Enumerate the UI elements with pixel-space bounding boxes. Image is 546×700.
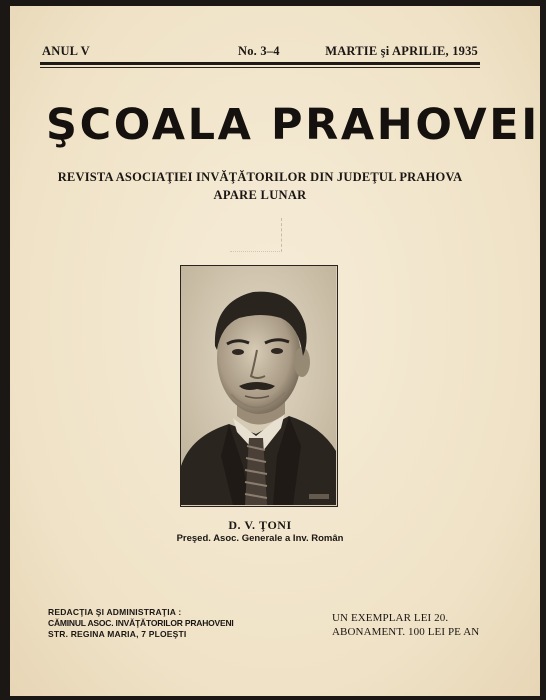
header-rule-thin [40, 67, 480, 68]
header-rule-thick [40, 62, 480, 65]
volume-label: ANUL V [42, 44, 90, 58]
masthead-header [42, 44, 478, 60]
faded-stamp-mark [230, 218, 282, 252]
pricing-single-copy: UN EXEMPLAR LEI 20. [332, 612, 449, 624]
magazine-title: ŞCOALA PRAHOVEI [46, 100, 540, 150]
portrait-photo-icon [181, 266, 336, 505]
portrait-photo [180, 265, 338, 507]
editorial-address-line-2: CĂMINUL ASOC. INVĂŢĂTORILOR PRAHOVENI [48, 618, 234, 628]
editorial-address-line-3: STR. REGINA MARIA, 7 PLOEŞTI [48, 629, 187, 639]
editorial-address-line-1: REDACŢIA ŞI ADMINISTRAŢIA : [48, 607, 182, 617]
magazine-cover [10, 6, 540, 696]
pricing-subscription: ABONAMENT. 100 LEI PE AN [332, 626, 480, 638]
portrait-caption-name: D. V. ŢONI [228, 518, 292, 532]
subtitle-line-1: REVISTA ASOCIAŢIEI INVĂŢĂTORILOR DIN JUDEŢUL PRAHOVA [57, 170, 463, 184]
editorial-address [48, 607, 234, 640]
issue-date: MARTIE şi APRILIE, 1935 [325, 44, 478, 58]
subtitle-line-2: APARE LUNAR [213, 188, 307, 202]
pricing-info [332, 611, 479, 639]
portrait-caption-role: Preşed. Asoc. Generale a Inv. Român [176, 533, 344, 544]
issue-number: No. 3–4 [238, 44, 280, 58]
